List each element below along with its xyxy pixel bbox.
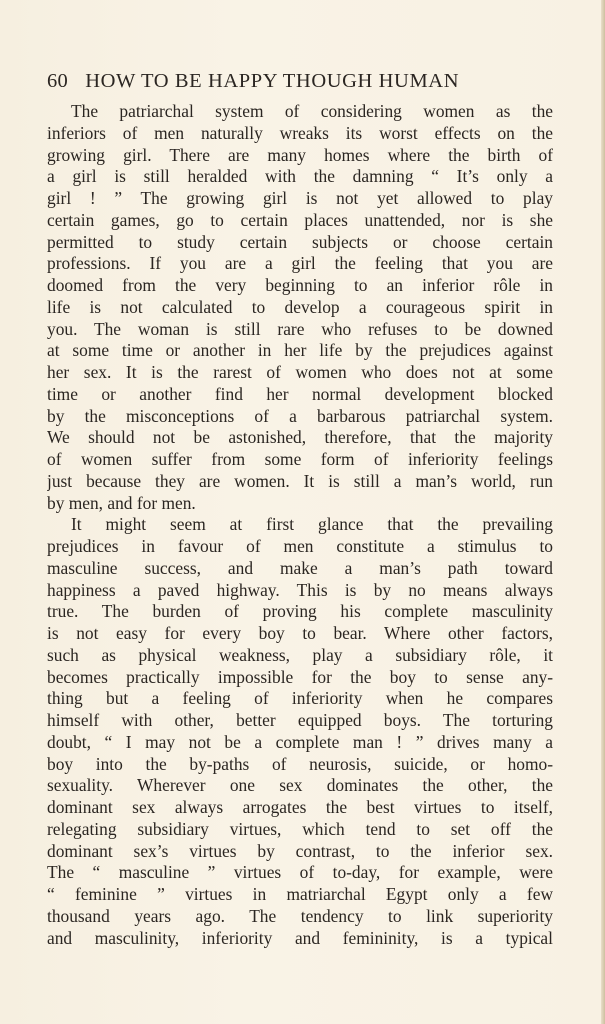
text-line: certain games, go to certain places unattended, nor is she: [47, 209, 553, 230]
text-line: dominant sex’s virtues by contrast, to the inferior sex.: [47, 840, 553, 861]
text-line: by the misconceptions of a barbarous patriarchal system.: [47, 405, 553, 426]
text-line: permitted to study certain subjects or choose certain: [47, 231, 553, 252]
text-line: growing girl. There are many homes where the birth of: [47, 144, 553, 165]
page-edge: [601, 0, 605, 1024]
text-line: by men, and for men.: [47, 492, 196, 513]
running-head: [47, 68, 557, 94]
text-line: you. The woman is still rare who refuses to be downed: [47, 318, 553, 339]
text-line: becomes practically impossible for the boy to sense any-: [47, 666, 553, 687]
text-line: The “ masculine ” virtues of to-day, for example, were: [47, 862, 553, 883]
page-number: 60: [47, 70, 68, 92]
text-line: a girl is still heralded with the damning “ It’s only a: [47, 166, 553, 187]
text-line: time or another find her normal development blocked: [47, 383, 553, 404]
text-line: girl ! ” The growing girl is not yet allowed to play: [47, 188, 553, 208]
text-line: of women suffer from some form of inferiority feelings: [47, 449, 553, 469]
text-line: thing but a feeling of inferiority when he compares: [47, 688, 553, 709]
text-line: professions. If you are a girl the feeling that you are: [47, 253, 553, 274]
text-line: her sex. It is the rarest of women who does not at some: [47, 362, 553, 382]
text-line: true. The burden of proving his complete masculinity: [47, 601, 553, 622]
text-line: just because they are women. It is still a man’s world, run: [47, 470, 553, 491]
text-line: masculine success, and make a man’s path toward: [47, 557, 553, 578]
text-line: such as physical weakness, play a subsidiary rôle, it: [47, 644, 553, 665]
text-line: inferiors of men naturally wreaks its worst effects on the: [47, 122, 553, 143]
text-line: relegating subsidiary virtues, which tend to set off the: [47, 818, 553, 839]
text-line: The patriarchal system of considering women as the: [71, 101, 553, 121]
text-line: prejudices in favour of men constitute a stimulus to: [47, 536, 553, 556]
text-line: doomed from the very beginning to an inferior rôle in: [47, 275, 553, 295]
text-line: and masculinity, inferiority and femininity, is a typical: [47, 927, 553, 948]
text-line: dominant sex always arrogates the best virtues to itself,: [47, 797, 553, 817]
text-line: himself with other, better equipped boys. The torturing: [47, 710, 553, 730]
text-line: sexuality. Wherever one sex dominates the other, the: [47, 775, 553, 796]
text-line: life is not calculated to develop a courageous spirit in: [47, 296, 553, 317]
body-text: [47, 101, 553, 949]
text-line: doubt, “ I may not be a complete man ! ” drives many a: [47, 731, 553, 752]
text-line: happiness a paved highway. This is by no means always: [47, 579, 553, 600]
text-line: at some time or another in her life by the prejudices against: [47, 340, 553, 361]
text-line: We should not be astonished, therefore, that the majority: [47, 427, 553, 448]
text-line: It might seem at first glance that the prevailing: [71, 514, 553, 535]
text-line: is not easy for every boy to bear. Where other factors,: [47, 623, 553, 643]
running-title: HOW TO BE HAPPY THOUGH HUMAN: [85, 70, 460, 92]
text-line: “ feminine ” virtues in matriarchal Egypt only a few: [47, 884, 553, 904]
text-line: boy into the by-paths of neurosis, suicide, or homo-: [47, 753, 553, 774]
text-line: thousand years ago. The tendency to link superiority: [47, 905, 553, 926]
